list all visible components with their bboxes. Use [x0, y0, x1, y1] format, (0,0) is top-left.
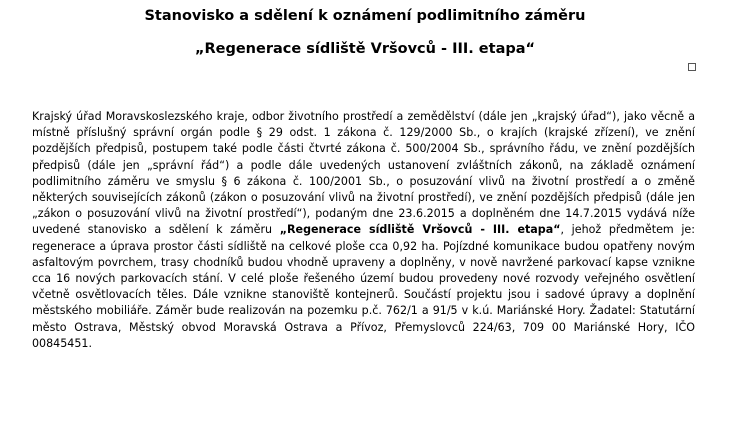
project-name-inline: „Regenerace sídliště Vršovců - III. etapa“	[279, 223, 561, 237]
body-text-intro: Krajský úřad Moravskoslezského kraje, odbor životního prostředí a zemědělství (dále jen „krajský úřad“), jako věcně a místně příslušný správní orgán podle § 29 odst. 1 zákona č. 129/2000 Sb., o krajích (krajské zřízení), ve znění pozdějších předpisů, postupem také podle části čtvrté zákona č. 500/2004 Sb., správního řádu, ve znění pozdějších předpisů (dále jen „správní řád“) a podle dále uvedených ustanovení zvláštních zákonů, na základě oznámení podlimitního záměru ve smyslu § 6 zákona č. 100/2001 Sb., o posuzování vlivů na životní prostředí a o změně některých souvisejících zákonů (zákon o posuzování vlivů na životní prostředí), ve znění pozdějších předpisů (dále jen „zákon o posuzování vlivů na životní prostředí“), podaným dne 23.6.2015 a doplněném dne 14.7.2015 vydává níže uvedené stanovisko a sdělení k záměru	[32, 110, 695, 237]
body-text-details: , jehož předmětem je: regenerace a úprava prostor části sídliště na celkové ploše cca 0,92 ha. Pojízdné komunikace budou opatřeny novým asfaltovým povrchem, trasy chodníků budou vhodně upraveny a doplněny, v nově navržené parkovací kapse vznikne cca 16 nových parkovacích stání. V celé ploše řešeného území budou provedeny nové rozvody veřejného osvětlení včetně osvětlovacích těles. Dále vznikne stanoviště kontejnerů. Součástí projektu jsou i sadové úpravy a doplnění městského mobiliáře. Záměr bude realizován na pozemku p.č. 762/1 a 91/5 v k.ú. Mariánské Hory. Žadatel: Statutární město Ostrava, Městský obvod Moravská Ostrava a Přívoz, Přemyslovců 224/63, 709 00 Mariánské Hory, IČO 00845451.	[32, 223, 696, 350]
empty-checkbox-icon[interactable]	[688, 63, 696, 71]
body-paragraph	[32, 109, 695, 352]
document-title: Stanovisko a sdělení k oznámení podlimitního záměru	[144, 8, 586, 24]
project-title: „Regenerace sídliště Vršovců - III. etapa“	[194, 41, 536, 57]
